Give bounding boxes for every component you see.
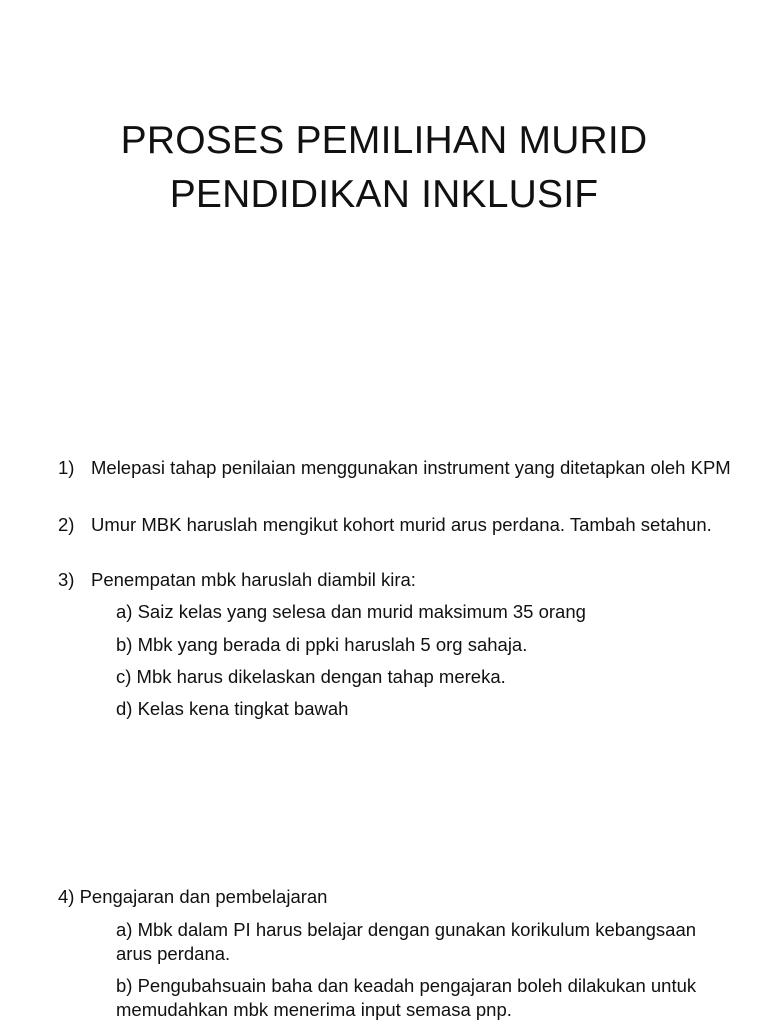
list-item-text: Penempatan mbk haruslah diambil kira: <box>91 569 416 590</box>
list-item-text: Umur MBK haruslah mengikut kohort murid arus perdana. Tambah setahun. <box>91 514 712 535</box>
slide-title-line-1: PROSES PEMILIHAN MURID <box>120 119 648 162</box>
list-item-number: 1) <box>58 457 75 478</box>
list-item-3 <box>58 568 738 592</box>
sub-item-c: c) Mbk harus dikelaskan dengan tahap mereka. <box>116 666 506 687</box>
slide-title-line-2: PENDIDIKAN INKLUSIF <box>169 173 599 216</box>
sub-item-a: a) Saiz kelas yang selesa dan murid maksimum 35 orang <box>116 601 586 622</box>
list-item-2 <box>58 513 738 537</box>
sub-item-b: b) Mbk yang berada di ppki haruslah 5 org sahaja. <box>116 634 528 655</box>
section-4-heading: 4) Pengajaran dan pembelajaran <box>58 886 328 907</box>
slide-title <box>0 114 768 222</box>
list-item-text: Melepasi tahap penilaian menggunakan instrument yang ditetapkan oleh KPM <box>91 457 731 478</box>
list-item-number: 2) <box>58 514 75 535</box>
list-item-number: 3) <box>58 569 75 590</box>
section-4-item-a: a) Mbk dalam PI harus belajar dengan gunakan korikulum kebangsaan arus perdana. <box>116 919 697 964</box>
section-4-item-b: b) Pengubahsuain baha dan keadah pengajaran boleh dilakukan untuk memudahkan mbk menerima input semasa pnp. <box>116 975 697 1020</box>
sub-item-d: d) Kelas kena tingkat bawah <box>116 698 349 719</box>
list-item-1 <box>58 456 738 480</box>
